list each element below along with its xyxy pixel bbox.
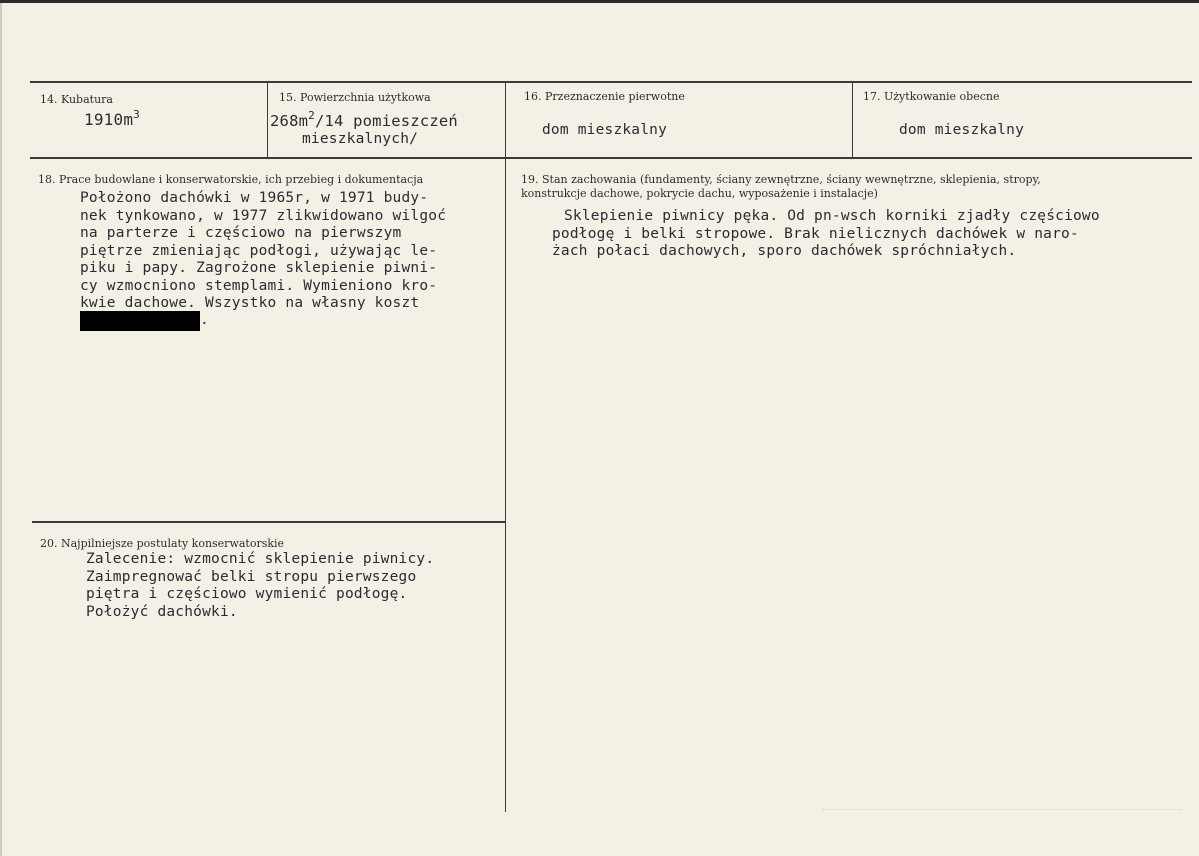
field-18-line-4: piętrze zmieniając podłogi, używając le- bbox=[80, 242, 438, 259]
divider-16-17 bbox=[852, 82, 853, 158]
top-row-lower-rule bbox=[30, 157, 1192, 159]
field-17-value: dom mieszkalny bbox=[899, 122, 1025, 138]
field-18-line-1: Położono dachówki w 1965r, w 1971 budy- bbox=[80, 190, 429, 206]
field-20-label: 20. Najpilniejsze postulaty konserwatorskie bbox=[40, 537, 285, 550]
field-19-label-line-1: 19. Stan zachowania (fundamenty, ściany zewnętrzne, ściany wewnętrzne, sklepienia, stropy, bbox=[521, 173, 1041, 186]
field-19-line-2: podłogę i belki stropowe. Brak nielicznych dachówek w naro- bbox=[552, 225, 1079, 242]
field-17-label: 17. Użytkowanie obecne bbox=[863, 90, 1000, 103]
field-18-line-3: na parterze i częściowo na pierwszym bbox=[80, 225, 402, 241]
field-16-value: dom mieszkalny bbox=[542, 122, 668, 138]
field-18-end-mark: . bbox=[200, 312, 209, 328]
field-19-line-1: Sklepienie piwnicy pęka. Od pn-wsch korniki zjadły częściowo bbox=[564, 208, 1100, 224]
field-18-label: 18. Prace budowlane i konserwatorskie, ich przebieg i dokumentacja bbox=[38, 173, 424, 186]
section-20-upper-rule bbox=[32, 521, 506, 523]
field-18-line-5: piku i papy. Zagrożone sklepienie piwni- bbox=[80, 260, 438, 276]
field-15-line-1: $268m^2/14$ pomieszczeń bbox=[270, 109, 458, 130]
field-18-line-2: nek tynkowano, w 1977 zlikwidowano wilgoć bbox=[80, 207, 447, 224]
field-20-line-3: piętra i częściowo wymienić podłogę. bbox=[86, 586, 408, 602]
field-20-line-4: Położyć dachówki. bbox=[86, 603, 238, 620]
field-15-line-2: mieszkalnych/ bbox=[302, 131, 419, 147]
field-19-line-3: żach połaci dachowych, sporo dachówek spróchniałych. bbox=[552, 243, 1017, 259]
field-19-label-line-2: konstrukcje dachowe, pokrycie dachu, wyposażenie i instalacje) bbox=[521, 187, 878, 200]
top-row-upper-rule bbox=[30, 81, 1192, 83]
field-14-value: $1910m^3$ bbox=[84, 108, 140, 129]
record-card bbox=[0, 3, 1199, 856]
field-20-line-1: Zalecenie: wzmocnić sklepienie piwnicy. bbox=[86, 551, 435, 567]
divider-15-16 bbox=[505, 82, 506, 812]
field-15-label: 15. Powierzchnia użytkowa bbox=[279, 91, 431, 104]
divider-14-15 bbox=[267, 82, 268, 158]
field-18-line-6: cy wzmocniono stemplami. Wymieniono kro- bbox=[80, 277, 438, 294]
field-16-label: 16. Przeznaczenie pierwotne bbox=[524, 90, 685, 103]
faint-bleed-through bbox=[822, 809, 1182, 816]
field-14-label: 14. Kubatura bbox=[40, 93, 113, 106]
field-18-line-7: kwie dachowe. Wszystko na własny koszt bbox=[80, 295, 420, 311]
redaction-bar bbox=[80, 311, 200, 331]
field-20-line-2: Zaimpregnować belki stropu pierwszego bbox=[86, 568, 417, 585]
